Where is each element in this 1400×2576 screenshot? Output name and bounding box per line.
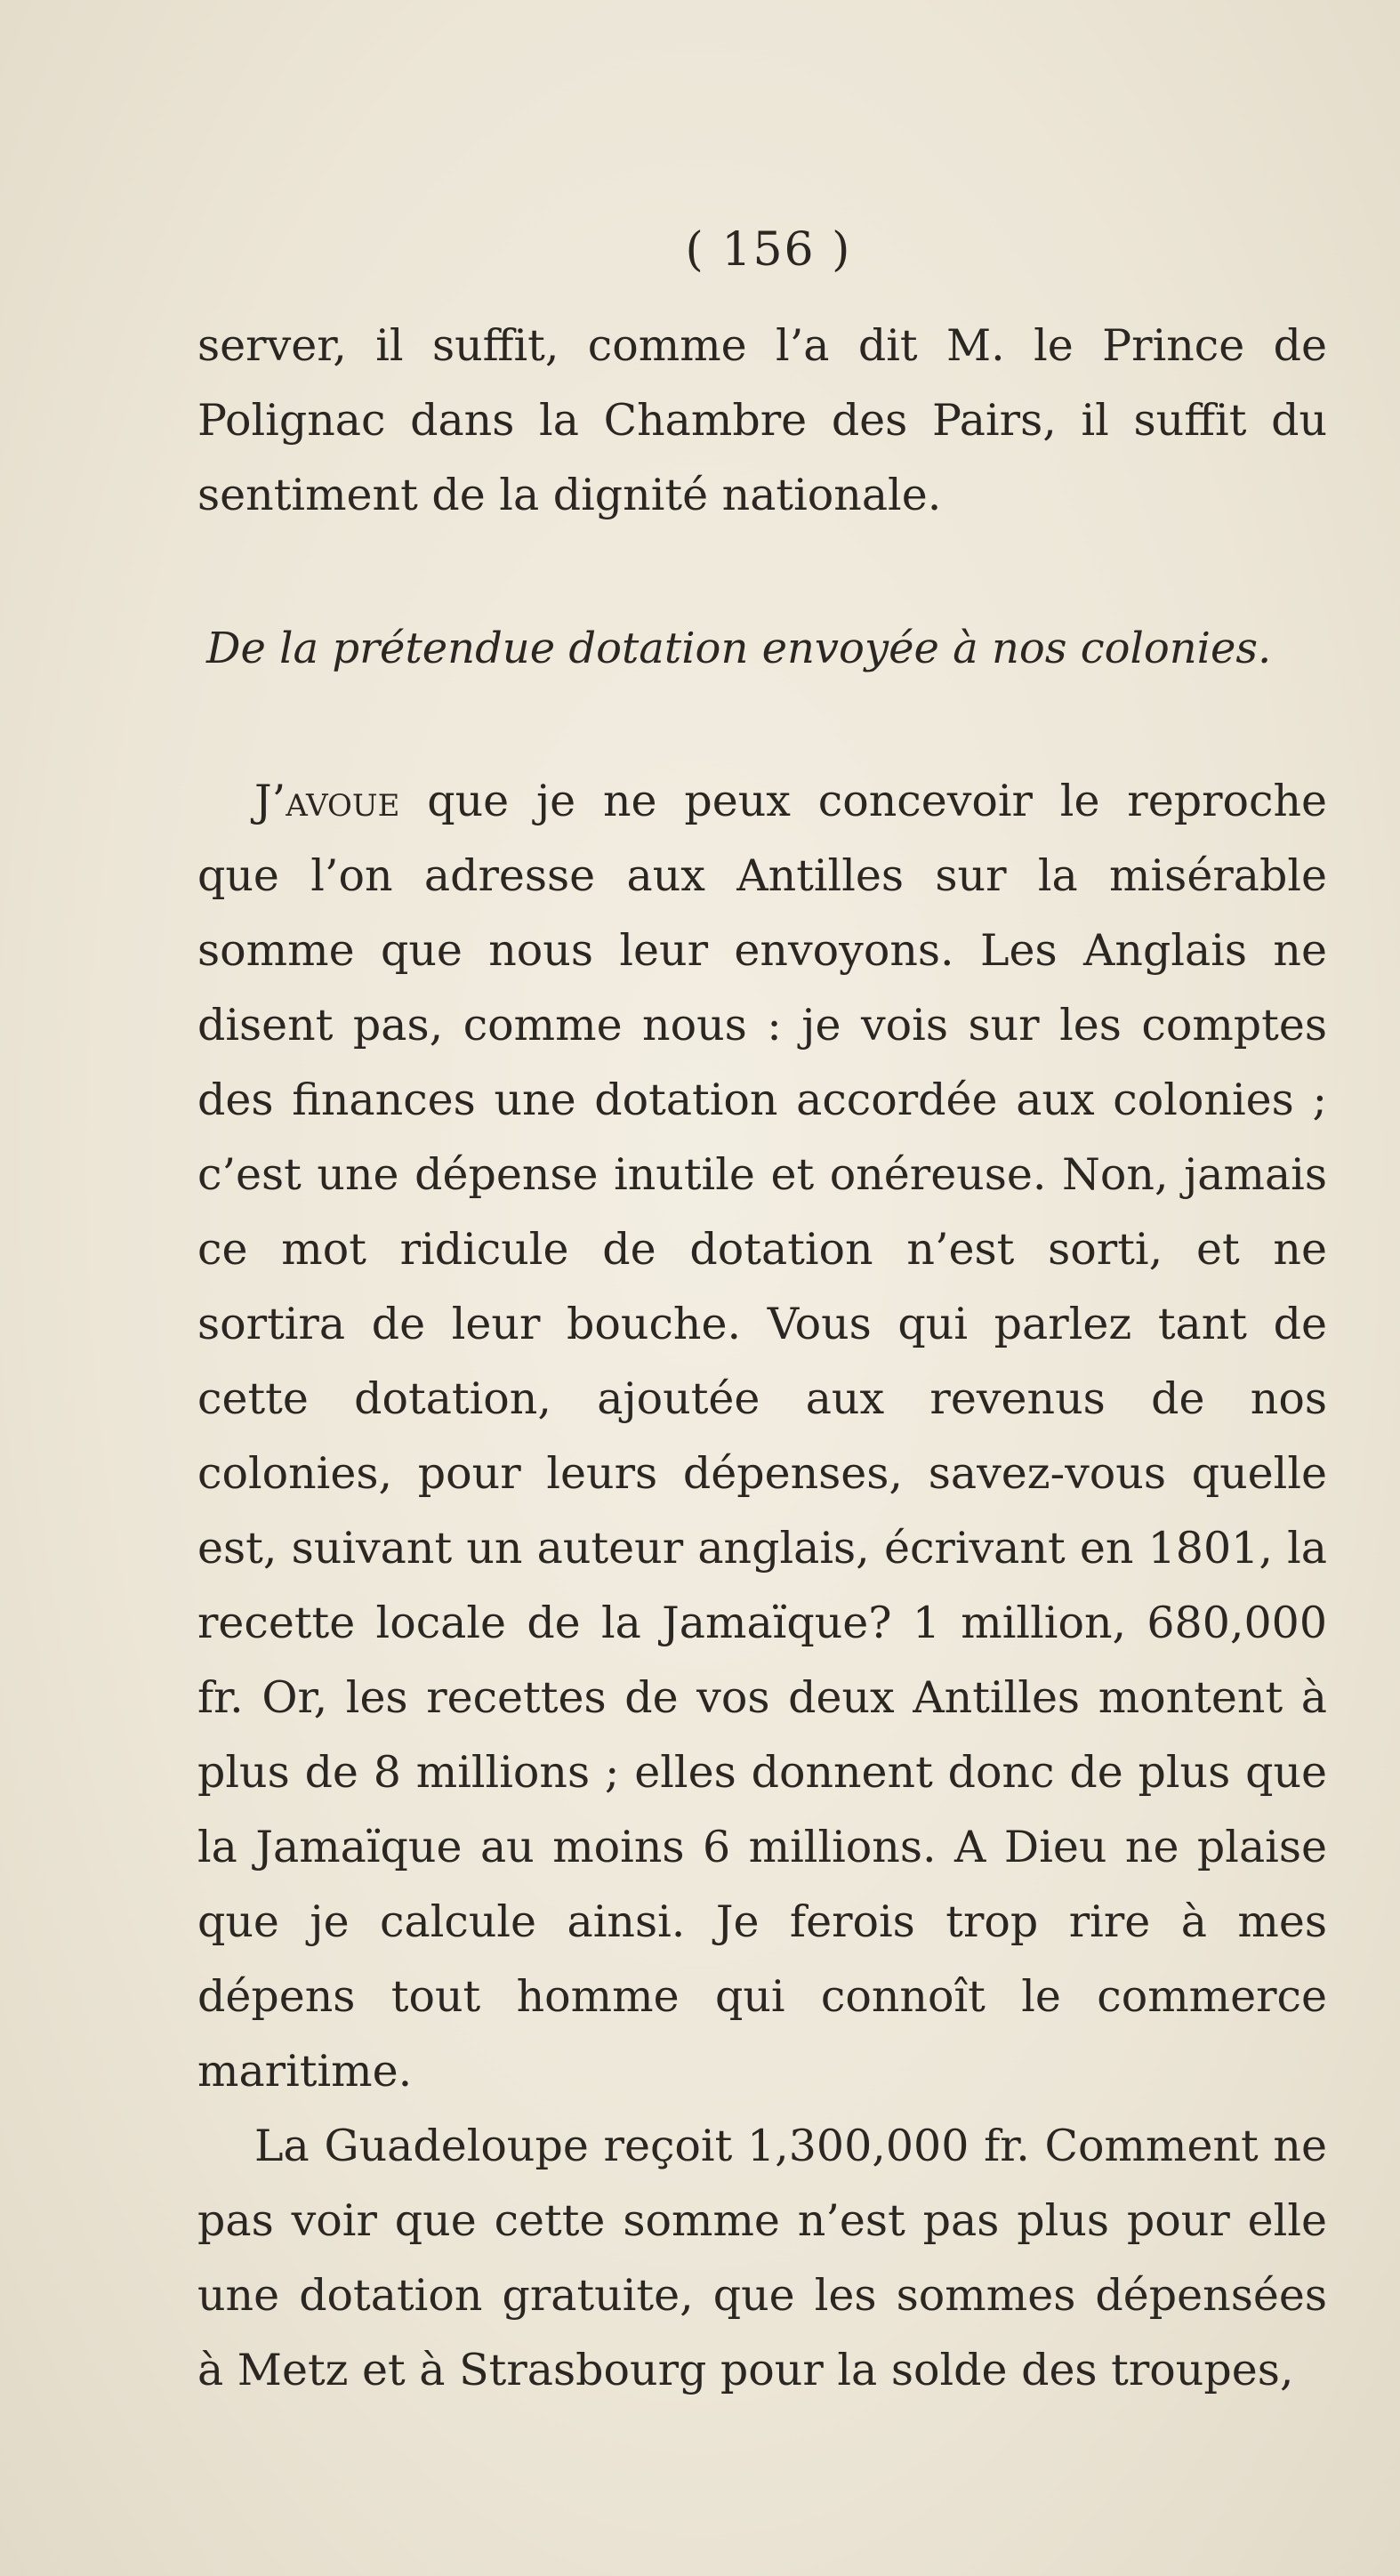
page-text (197, 223, 1327, 2408)
paragraph-body: que je ne peux concevoir le reproche que l’on adresse aux Antilles sur la misérable somme que nous leur envoyons. Les Anglais ne disent pas, comme nous : je vois sur les comptes des finances une dotation accordée aux colonies ; c’est une dépense inutile et onéreuse. Non, jamais ce mot ridicule de dotation n’est sorti, et ne sortira de leur bouche. Vous qui parlez tant de cette dotation, ajoutée aux revenus de nos colonies, pour leurs dépenses, savez-vous quelle est, suivant un auteur anglais, écrivant en 1801, la recette locale de la Jamaïque? 1 million, 680,000 fr. Or, les recettes de vos deux Antilles montent à plus de 8 millions ; elles donnent donc de plus que la Jamaïque au moins 6 millions. A Dieu ne plaise que je calcule ainsi. Je ferois trop rire à mes dépens tout homme qui connoît le commerce maritime. (197, 776, 1327, 2097)
paragraph-dotation (197, 764, 1327, 2109)
page-number: ( 156 ) (685, 223, 852, 277)
paragraph-continued: server, il suffit, comme l’a dit M. le Prince de Polignac dans la Chambre des Pairs, il suffit du sentiment de la dignité nationale. (197, 320, 1327, 520)
paragraph-guadeloupe: La Guadeloupe reçoit 1,300,000 fr. Comment ne pas voir que cette somme n’est pas plus pour elle une dotation gratuite, que les sommes dépensées à Metz et à Strasbourg pour la solde des troupes, (197, 2121, 1327, 2395)
paragraph-lead-word: J’avoue (254, 776, 400, 826)
section-heading: De la prétendue dotation envoyée à nos colonies. (206, 624, 1272, 673)
